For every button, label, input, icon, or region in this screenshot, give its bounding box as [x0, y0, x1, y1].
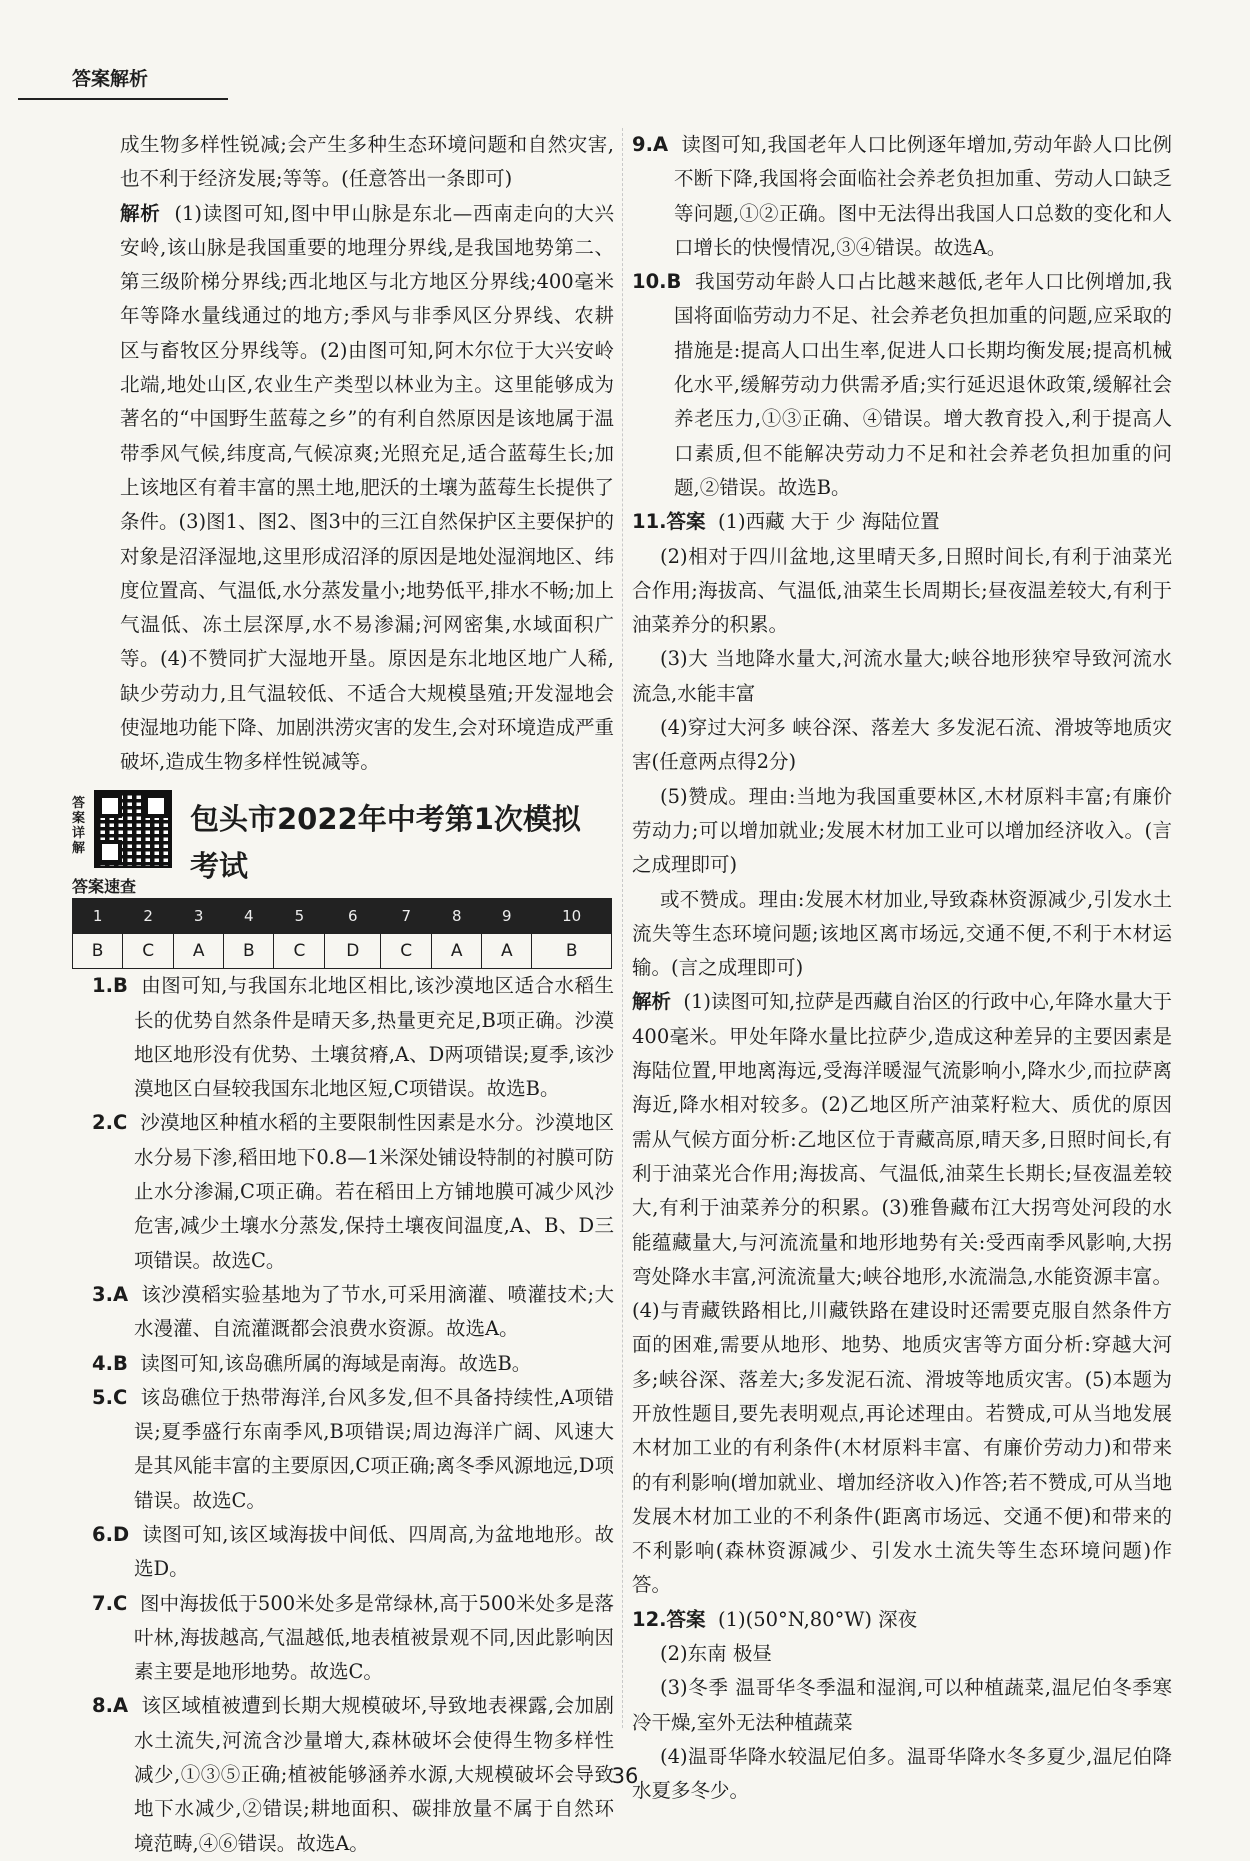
continuation-block: [92, 128, 614, 780]
item-number: 8.A: [92, 1694, 129, 1718]
list-item: [632, 128, 1172, 265]
table-cell: B: [73, 933, 123, 968]
item-number: 10.B: [632, 270, 682, 294]
item-text: 该区域植被遭到长期大规模破坏,导致地表裸露,会加剧水土流失,河流含沙量增大,森林破坏会使得生物多样性减少,①③⑤正确;植被能够涵养水源,大规模破坏会导致地下水减少,②错误;耕地面积、碳排放量不属于自然环境范畴,④⑥错误。故选A。: [134, 1694, 614, 1855]
qr-label: 答案详解: [72, 795, 86, 856]
table-cell: B: [532, 933, 612, 968]
answer-text: (3)冬季 温哥华冬季温和湿润,可以种植蔬菜,温尼伯冬季寒冷干燥,室外无法种植蔬菜: [632, 1676, 1172, 1734]
right-column: [632, 128, 1172, 1809]
analysis-text: (1)读图可知,图中甲山脉是东北—西南走向的大兴安岭,该山脉是我国重要的地理分界线,是我国地势第二、第三级阶梯分界线;西北地区与北方地区分界线;400毫米年等降水量线通过的地方;季风与非季风区分界线、农耕区与畜牧区分界线等。(2)由图可知,阿木尔位于大兴安岭北端,地处山区,农业生产类型以林业为主。这里能够成为著名的“中国野生蓝莓之乡”的有利自然原因是该地属于温带季风气候,纬度高,气候凉爽;光照充足,适合蓝莓生长;加上该地区有着丰富的黑土地,肥沃的土壤为蓝莓生长提供了条件。(3)图1、图2、图3中的三江自然保护区主要保护的对象是沼泽湿地,这里形成沼泽的原因是地处湿润地区、纬度位置高、气温低,水分蒸发量小;地势低平,排水不畅;加上气温低、冻土层深厚,水不易渗漏;河网密集,水域面积广等。(4)不赞同扩大湿地开垦。原因是东北地区地广人稀,缺少劳动力,且气温较低、不适合大规模垦殖;开发湿地会使湿地功能下降、加剧洪涝灾害的发生,会对环境造成严重破坏,造成生物多样性锐减等。: [120, 201, 614, 774]
exam-title: 包头市2022年中考第1次模拟考试: [190, 801, 581, 883]
item-text: 沙漠地区种植水稻的主要限制性因素是水分。沙漠地区水分易下渗,稻田地下0.8—1米深处铺设特制的衬膜可防止水分渗漏,C项正确。若在稻田上方铺地膜可减少风沙危害,减少土壤水分蒸发,保持土壤夜间温度,A、B、D三项错误。故选C。: [134, 1111, 614, 1272]
answer-text: (5)赞成。理由:当地为我国重要林区,木材原料丰富;有廉价劳动力;可以增加就业;发展木材加工业可以增加经济收入。(言之成理即可): [632, 784, 1172, 877]
analysis-paragraph: [120, 197, 614, 780]
q12-answer-line: [632, 1603, 1172, 1637]
qr-finder-icon: [98, 794, 122, 818]
answer-text: (1)(50°N,80°W) 深夜: [717, 1607, 918, 1631]
item-number: 9.A: [632, 133, 669, 156]
continuation-text: 成生物多样性锐减;会产生多种生态环境问题和自然灾害,也不利于经济发展;等等。(任意答出一条即可): [120, 133, 614, 191]
table-cell: 2: [123, 898, 174, 933]
list-item: [92, 1278, 614, 1347]
answer-text: (2)相对于四川盆地,这里晴天多,日照时间长,有利于油菜光合作用;海拔高、气温低,油菜生长周期长;昼夜温差较大,有利于油菜养分的积累。: [632, 544, 1172, 637]
item-text: 由图可知,与我国东北地区相比,该沙漠地区适合水稻生长的优势自然条件是晴天多,热量更充足,B项正确。沙漠地区地形没有优势、土壤贫瘠,A、D两项错误;夏季,该沙漠地区白昼较我国东北地区短,C项错误。故选B。: [134, 974, 614, 1101]
qr-finder-icon: [98, 840, 122, 864]
table-cell: C: [123, 933, 174, 968]
analysis-label: 解析: [632, 990, 672, 1014]
table-cell: 1: [73, 898, 123, 933]
table-cell: 7: [381, 898, 432, 933]
list-item: [92, 1347, 614, 1381]
table-cell: 10: [532, 898, 612, 933]
item-text: 读图可知,该区域海拔中间低、四周高,为盆地地形。故选D。: [134, 1522, 614, 1581]
table-cell: C: [274, 933, 325, 968]
list-item: [92, 1381, 614, 1518]
analysis-label: 解析: [120, 201, 161, 225]
answer-label: 答案: [666, 510, 706, 534]
item-number: 7.C: [92, 1591, 128, 1615]
item-number: 2.C: [92, 1111, 128, 1135]
table-cell: A: [482, 933, 532, 968]
header-label: 答案解析: [72, 68, 149, 90]
table-cell: 4: [224, 898, 274, 933]
item-text: 该沙漠稻实验基地为了节水,可采用滴灌、喷灌技术;大水漫灌、自流灌溉都会浪费水资源。故选A。: [134, 1282, 614, 1341]
table-cell: A: [432, 933, 482, 968]
item-number: 6.D: [92, 1522, 130, 1546]
table-cell: 8: [432, 898, 482, 933]
left-column: [72, 128, 614, 1861]
answer-label: 答案: [666, 1607, 706, 1631]
q11-answer-line: [632, 505, 1172, 539]
table-cell: B: [224, 933, 274, 968]
left-answer-items: [92, 969, 614, 1861]
item-text: 读图可知,我国老年人口比例逐年增加,劳动年龄人口比例不断下降,我国将会面临社会养老负担加重、劳动人口缺乏等问题,①②正确。图中无法得出我国人口总数的变化和人口增长的快慢情况,③④错误。故选A。: [674, 133, 1172, 259]
table-cell: 3: [174, 898, 224, 933]
question-11: [632, 505, 1172, 1603]
table-cell: C: [381, 933, 432, 968]
item-text: 图中海拔低于500米处多是常绿林,高于500米处多是落叶林,海拔越高,气温越低,地表植被景观不同,因此影响因素主要是地形地势。故选C。: [134, 1591, 614, 1684]
list-item: [92, 1106, 614, 1277]
item-number: 1.B: [92, 974, 128, 998]
table-cell: 6: [325, 898, 381, 933]
exam-header: [72, 788, 614, 898]
answer-text: (4)温哥华降水较温尼伯多。温哥华降水冬多夏少,温尼伯降水夏多冬少。: [632, 1744, 1172, 1803]
answer-table-answers: [73, 933, 612, 968]
answer-text: (1)西藏 大于 少 海陆位置: [717, 510, 940, 534]
item-number: 5.C: [92, 1385, 128, 1409]
item-number: 12.: [632, 1607, 667, 1631]
qr-finder-icon: [144, 794, 168, 818]
item-number: 11.: [632, 510, 667, 534]
answer-text: 或不赞成。理由:发展木材加业,导致森林资源减少,引发水土流失等生态环境问题;该地区离市场远,交通不便,不利于木材运输。(言之成理即可): [632, 887, 1172, 980]
list-item: [632, 265, 1172, 505]
item-text: 读图可知,该岛礁所属的海域是南海。故选B。: [140, 1351, 532, 1375]
table-cell: 9: [482, 898, 532, 933]
quick-check-label: 答案速查: [72, 876, 137, 896]
list-item: [92, 1518, 614, 1587]
item-text: 该岛礁位于热带海洋,台风多发,但不具备持续性,A项错误;夏季盛行东南季风,B项错误;周边海洋广阔、风速大是其风能丰富的主要原因,C项正确;离冬季风源地远,D项错误。故选C。: [134, 1385, 614, 1512]
table-cell: 5: [274, 898, 325, 933]
item-number: 4.B: [92, 1351, 128, 1375]
answer-text: (4)穿过大河多 峡谷深、落差大 多发泥石流、滑坡等地质灾害(任意两点得2分): [632, 716, 1172, 774]
list-item: [92, 969, 614, 1106]
list-item: [92, 1587, 614, 1690]
analysis-text: (1)读图可知,拉萨是西藏自治区的行政中心,年降水量大于400毫米。甲处年降水量比拉萨少,造成这种差异的主要因素是海陆位置,甲地离海远,受海洋暖湿气流影响小,降水少,而拉萨离海近,降水相对较多。(2)乙地区所产油菜籽粒大、质优的原因需从气候方面分析:乙地区位于青藏高原,晴天多,日照时间长,有利于油菜光合作用;海拔高、气温低,油菜生长期长;昼夜温差较大,有利于油菜养分的积累。(3)雅鲁藏布江大拐弯处河段的水能蕴藏量大,与河流流量和地形地势有关:受西南季风影响,大拐弯处降水丰富,河流流量大;峡谷地形,水流湍急,水能资源丰富。(4)与青藏铁路相比,川藏铁路在建设时还需要克服自然条件方面的困难,需要从地形、地势、地质灾害等方面分析:穿越大河多;峡谷深、落差大;多发泥石流、滑坡等地质灾害。(5)本题为开放性题目,要先表明观点,再论述理由。若赞成,可从当地发展木材加工业的有利条件(木材原料丰富、有廉价劳动力)和带来的有利影响(增加就业、增加经济收入)作答;若不赞成,可从当地发展木材加工业的不利条件(距离市场远、交通不便)和带来的不利影响(森林资源减少、引发水土流失等生态环境问题)作答。: [632, 990, 1172, 1597]
item-text: 我国劳动年龄人口占比越来越低,老年人口比例增加,我国将面临劳动力不足、社会养老负担加重的问题,应采取的措施是:提高人口出生率,促进人口长期均衡发展;提高机械化水平,缓解劳动力供需矛盾;实行延迟退休政策,缓解社会养老压力,①③正确、④错误。增大教育投入,利于提高人口素质,但不能解决劳动力不足和社会养老负担加重的问题,②错误。故选B。: [674, 270, 1172, 499]
column-divider: [622, 128, 623, 1728]
item-number: 3.A: [92, 1282, 129, 1306]
table-cell: A: [174, 933, 224, 968]
table-cell: D: [325, 933, 381, 968]
page-number: 36: [611, 1764, 639, 1788]
answer-text: (3)大 当地降水量大,河流水量大;峡谷地形狭窄导致河流水流急,水能丰富: [632, 647, 1172, 705]
qr-code-icon[interactable]: [94, 790, 172, 868]
answer-table-numbers: [73, 898, 612, 933]
q11-analysis: [632, 985, 1172, 1602]
answer-table: [72, 898, 612, 970]
answer-text: (2)东南 极昼: [660, 1642, 772, 1666]
header-rule: [18, 98, 228, 100]
